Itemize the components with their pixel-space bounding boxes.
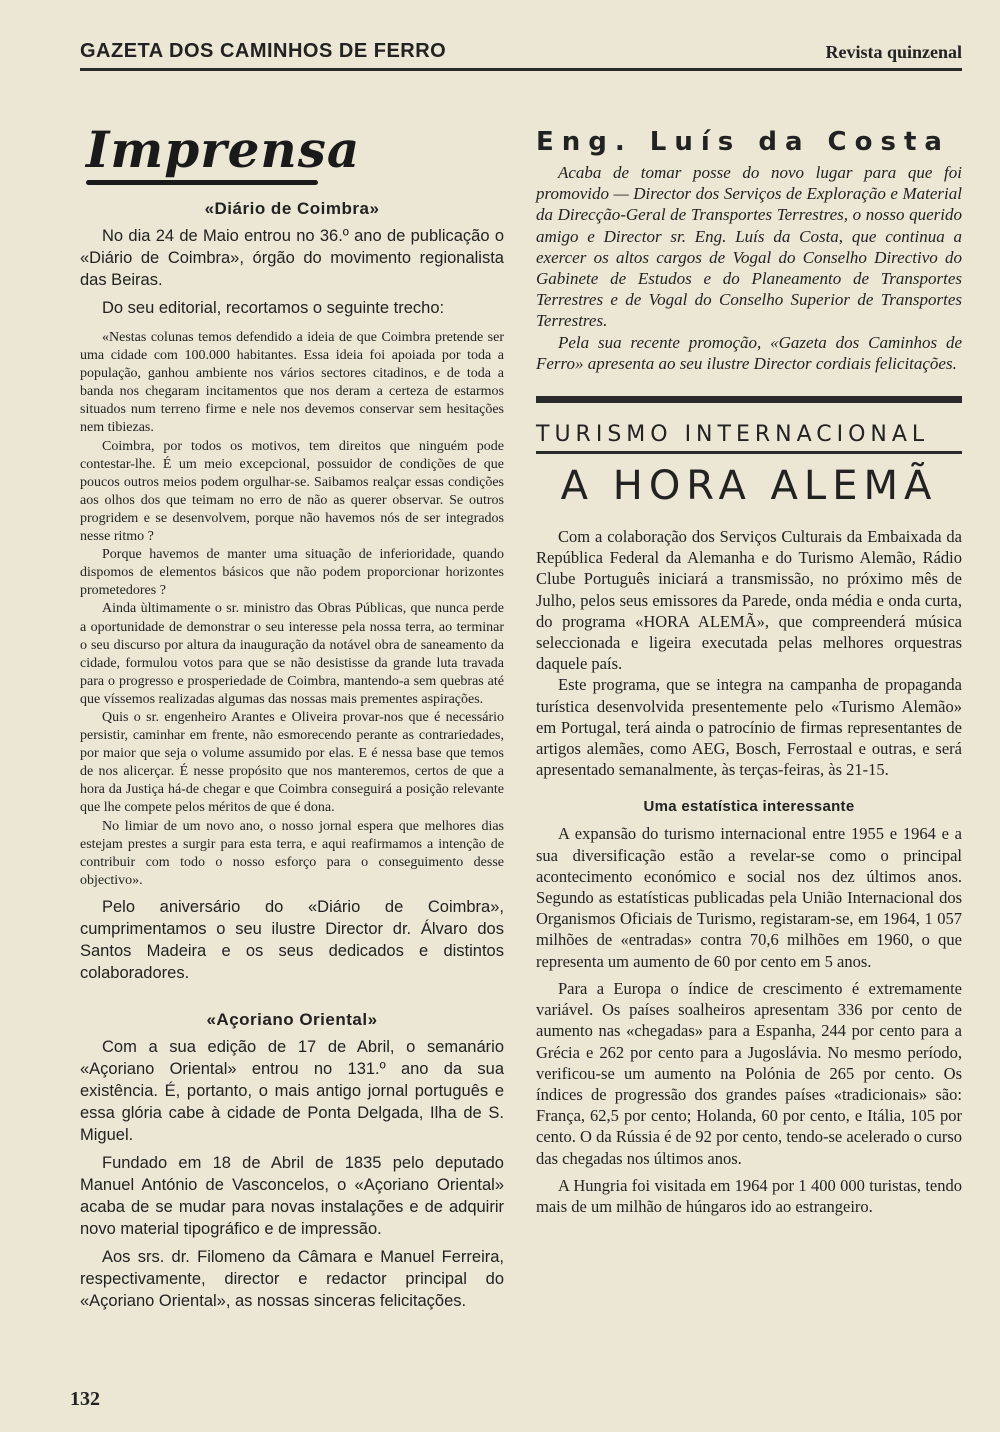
- acoriano-paragraph-2: Fundado em 18 de Abril de 1835 pelo deputado Manuel António de Vasconcelos, o «Açoriano Oriental» acaba de se mudar para novas instalações e de adquirir novo material tipográfico e de impressão.: [80, 1153, 504, 1238]
- section-title: Imprensa: [86, 120, 361, 179]
- article-heading-acoriano: «Açoriano Oriental»: [206, 1009, 378, 1029]
- turismo-section-label: TURISMO INTERNACIONAL: [536, 421, 962, 454]
- editorial-quote: [80, 329, 504, 890]
- publication-subtitle: Revista quinzenal: [825, 42, 962, 62]
- quote-paragraph: «Nestas colunas temos defendido a ideia de que Coimbra pretende ser uma cidade com 100.000 habitantes. Essa ideia foi apoiada por toda a população, ganhou ambiente nos vários sectores citadinos, e de toda a banda nos chegaram incitamentos que nos deram a certeza de estarmos situados num terreno firme e nele nos devemos conservar sem hesitações nem tibiezas.: [80, 330, 504, 436]
- acoriano-paragraph-1: Com a sua edição de 17 de Abril, o semanário «Açoriano Oriental» entrou no 131.º ano da sua existência. É, portanto, o mais antigo jornal português e essa glória cabe à cidade de Ponta Delgada, Ilha de S. Miguel.: [80, 1037, 504, 1144]
- page-number: 132: [70, 1388, 100, 1410]
- diario-paragraph-1: No dia 24 de Maio entrou no 36.º ano de publicação o «Diário de Coimbra», órgão do movimento regionalista das Beiras.: [80, 227, 504, 289]
- acoriano-paragraph-3: Aos srs. dr. Filomeno da Câmara e Manuel Ferreira, respectivamente, director e redactor principal do «Açoriano Oriental», as nossas sinceras felicitações.: [80, 1247, 504, 1310]
- hora-paragraph-1: Com a colaboração dos Serviços Culturais da Embaixada da República Federal da Alemanha e do Turismo Alemão, Rádio Clube Português iniciará a transmissão, no próximo mês de Julho, pelos seus emissores da Parede, onda média e onda curta, do programa «HORA ALEMÃ», que compreenderá música seleccionada e ligeira executada pelas melhores orquestras daquele país.: [536, 527, 962, 674]
- diario-paragraph-2: Do seu editorial, recortamos o seguinte trecho:: [102, 299, 445, 317]
- quote-paragraph: Porque havemos de manter uma situação de inferioridade, quando dispomos de elementos básicos que não podem proporcionar horizontes prometedores ?: [80, 547, 504, 599]
- stat-paragraph-1: A expansão do turismo internacional entre 1955 e 1964 e a sua diversificação estão a revelar-se como o principal acontecimento económico e social nos dez últimos anos. Segundo as estatísticas publicadas pela União Internacional dos Organismos Oficiais de Turismo, registaram-se, em 1964, 1 057 milhões de «entradas» contra 70,6 milhões em 1960, o que representa um aumento de 60 por cento em 5 anos.: [536, 824, 962, 971]
- stat-heading: Uma estatística interessante: [643, 798, 855, 816]
- diario-paragraph-3: Pelo aniversário do «Diário de Coimbra», cumprimentamos o seu ilustre Director dr. Álvaro dos Santos Madeira e os seus dedicados e distintos colaboradores.: [80, 897, 504, 982]
- quote-paragraph: No limiar de um novo ano, o nosso jornal espera que melhores dias estejam prestes a surgir para esta terra, e aqui reafirmamos a intenção de contribuir com todo o nosso esforço para o conseguimento desse objectivo».: [80, 818, 504, 888]
- article-heading-hora: A HORA ALEMÃ: [560, 463, 938, 510]
- eng-paragraph-2: Pela sua recente promoção, «Gazeta dos Caminhos de Ferro» apresenta ao seu ilustre Director cordiais felicitações.: [536, 332, 962, 373]
- stat-paragraph-3: A Hungria foi visitada em 1964 por 1 400 000 turistas, tendo mais de um milhão de húngaros ido ao estrangeiro.: [536, 1175, 962, 1216]
- quote-paragraph: Quis o sr. engenheiro Arantes e Oliveira provar-nos que é necessário persistir, caminhar em frente, não esmorecendo perante as contrariedades, por maior que seja o volume assumido por elas. E é nessa base que temos de nos alicerçar. É nesse propósito que nos manteremos, certos de que a hora da Justiça há-de chegar e que Coimbra conseguirá a posição relevante que lhe compete pelos méritos de que é dona.: [80, 709, 504, 816]
- section-divider: [536, 396, 962, 403]
- quote-paragraph: Ainda ùltimamente o sr. ministro das Obras Públicas, que nunca perde a oportunidade de demonstrar o seu interesse pela nossa terra, ao terminar o seu discurso por altura da inauguração da notável obra de saneamento da cidade, formulou votos para que se não desistisse da grande luta travada para o progresso e prosperiedade de Coimbra, mantendo-a sem quebras até que víssemos realizadas algumas das nossas mais prementes aspirações.: [80, 601, 504, 707]
- quote-paragraph: Coimbra, por todos os motivos, tem direitos que ninguém pode contestar-lhe. É um meio excepcional, possuidor de condições de que poucos outros meios podem orgulhar-se. Saibamos realçar essas condições aos olhos dos que teimam no erro de não as querer observar. Se outros progridem e se desenvolvem, porque não havemos nós de ser integrados nesse ritmo ?: [80, 438, 504, 545]
- running-header: [80, 38, 962, 71]
- right-column: [536, 126, 962, 1217]
- stat-paragraph-2: Para a Europa o índice de crescimento é extremamente variável. Os países soalheiros apresentam 336 por cento de aumento nas «chegadas» para a Espanha, 244 por cento para a Grécia e 262 por cento para a Jugoslávia. No mesmo período, verificou-se um aumento na Polónia de 265 por cento. Os índices de progressão dos grandes países «tradicionais» são: França, 62,5 por cento; Holanda, 60 por cento, e Itália, 105 por cento. O da Rússia é de 92 por cento, tendo-se acelerado o curso das chegadas nos últimos anos.: [536, 978, 962, 1168]
- eng-paragraph-1: Acaba de tomar posse do novo lugar para que foi promovido — Director dos Serviços de Exploração e Material da Direcção-Geral de Transportes Terrestres, o nosso querido amigo e Director sr. Eng. Luís da Costa, que continua a exercer os altos cargos de Vogal do Conselho Directivo do Gabinete de Estudos e do Planeamento de Transportes Terrestres e de Vogal do Conselho Superior de Transportes Terrestres.: [536, 163, 962, 331]
- left-column: [80, 118, 504, 1318]
- publication-title: GAZETA DOS CAMINHOS DE FERRO: [80, 40, 447, 62]
- article-heading-eng: Eng. Luís da Costa: [536, 127, 950, 157]
- hora-paragraph-2: Este programa, que se integra na campanha de propaganda turística desenvolvida presentemente pelo «Turismo Alemão» em Portugal, terá ainda o patrocínio de firmas representantes de artigos alemães, como AEG, Bosch, Ferrostaal e outras, e será apresentado semanalmente, às terças-feiras, às 21-15.: [536, 675, 962, 780]
- article-heading-diario: «Diário de Coimbra»: [204, 199, 380, 218]
